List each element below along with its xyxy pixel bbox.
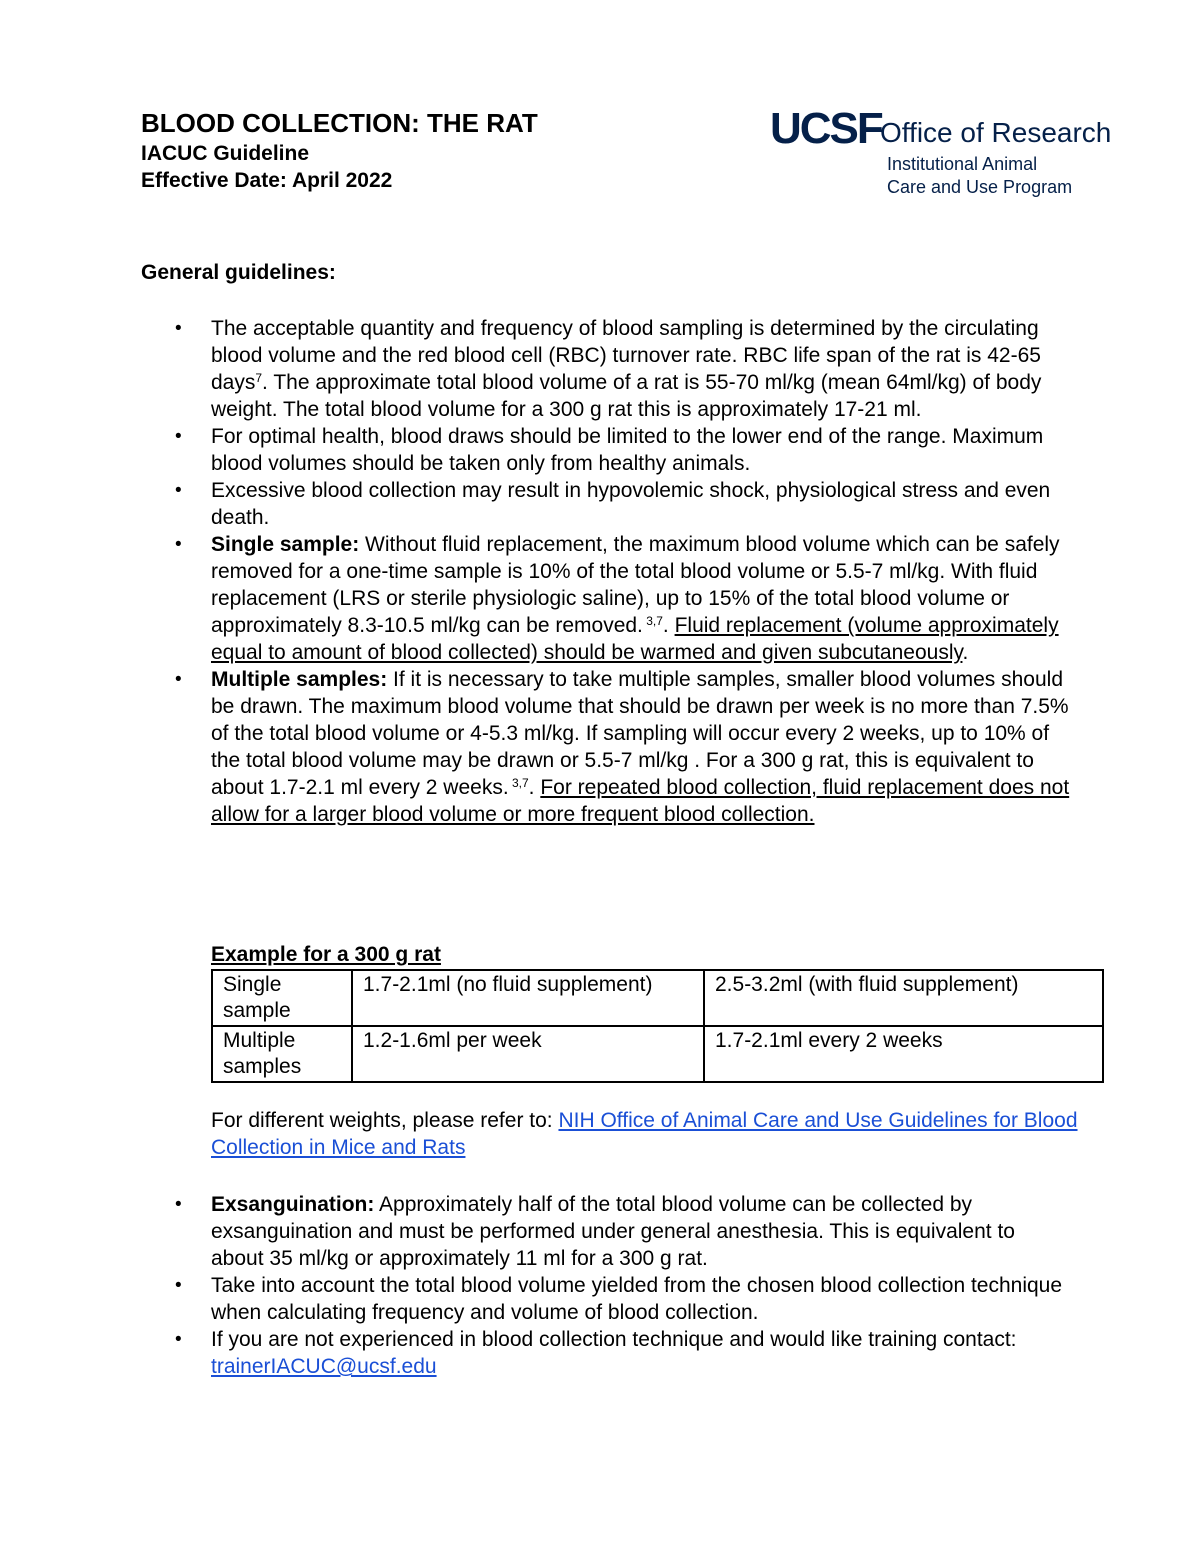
- bullet-icon: •: [175, 1275, 182, 1296]
- list-item-text: Excessive blood collection may result in hypovolemic shock, physiological stress and even death.: [211, 479, 1051, 529]
- single-sample-label: Single sample:: [211, 533, 360, 556]
- table-cell: 1.7-2.1ml every 2 weeks: [704, 1026, 1103, 1082]
- list-item-text: For optimal health, blood draws should be limited to the lower end of the range. Maximum blood volumes should be taken only from healthy animals.: [211, 425, 1044, 475]
- ucsf-logo-mark: UCSF: [770, 104, 882, 153]
- list-item: [0, 666, 1071, 828]
- reference-paragraph: [211, 1107, 1091, 1161]
- fluid-replacement-note: Fluid replacement (volume approximately equal to amount of blood collected) should be warmed and given subcutaneously: [211, 614, 1059, 664]
- list-item: [0, 531, 1071, 666]
- bullet-icon: •: [175, 669, 182, 690]
- nih-guidelines-link[interactable]: NIH Office of Animal Care and Use Guidelines for Blood Collection in Mice and Rats: [211, 1109, 1078, 1159]
- table-cell: 2.5-3.2ml (with fluid supplement): [704, 970, 1103, 1026]
- list-item-text: The acceptable quantity and frequency of blood sampling is determined by the circulating blood volume and the red blood cell (RBC) turnover rate. RBC life span of the rat is 42-65 days: [211, 317, 1041, 394]
- general-guidelines-heading: General guidelines:: [141, 261, 336, 284]
- bullet-icon: •: [175, 1329, 182, 1350]
- logo-program-line-1: Institutional Animal: [887, 154, 1038, 174]
- list-item: [0, 1191, 1071, 1272]
- citation-superscript: 7: [255, 371, 263, 385]
- example-heading: [211, 941, 441, 968]
- list-item-text: If you are not experienced in blood collection technique and would like training contact:: [211, 1328, 1017, 1351]
- list-item-text: Without fluid replacement, the maximum blood volume which can be safely removed for a one-time sample is 10% of the total blood volume or 5.5-7 ml/kg. With fluid replacement (LRS or sterile physiologic saline), up to 15% of the total blood volume or approximately 8.3-10.5 ml/kg can be removed.: [211, 533, 1060, 637]
- logo-office-name: Office of Research: [880, 117, 1112, 148]
- table-cell: 1.2-1.6ml per week: [352, 1026, 704, 1082]
- list-item-text: .: [962, 641, 969, 664]
- effective-date: Effective Date: April 2022: [141, 169, 393, 192]
- multiple-samples-label: Multiple samples:: [211, 668, 388, 691]
- list-item-text: Approximately half of the total blood volume can be collected by exsanguination and must be performed under general anesthesia. This is equivalent to about 35 ml/kg or approximately 11 ml for a 300 g rat.: [211, 1193, 1015, 1270]
- table-cell: Single sample: [212, 970, 352, 1026]
- bullet-icon: •: [175, 426, 182, 447]
- citation-superscript: 3,7: [508, 776, 529, 790]
- list-item-text: .: [528, 776, 541, 799]
- guideline-label: IACUC Guideline: [141, 142, 310, 165]
- repeated-collection-note: For repeated blood collection, fluid replacement does not allow for a larger blood volume or more frequent blood collection.: [211, 776, 1070, 826]
- exsanguination-label: Exsanguination:: [211, 1193, 375, 1216]
- list-item-text: If it is necessary to take multiple samples, smaller blood volumes should be drawn. The maximum blood volume that should be drawn per week is no more than 7.5% of the total blood volume or 4-5.3 ml/kg. If sampling will occur every 2 weeks, up to 10% of the total blood volume may be drawn or 5.5-7 ml/kg . For a 300 g rat, this is equivalent to about 1.7-2.1 ml every 2 weeks.: [211, 668, 1069, 799]
- citation-superscript: 3,7: [642, 614, 663, 628]
- reference-text: For different weights, please refer to:: [211, 1109, 559, 1132]
- bullet-icon: •: [175, 534, 182, 555]
- table-cell: Multiple samples: [212, 1026, 352, 1082]
- document-header: [141, 106, 538, 194]
- list-item: [0, 1326, 1071, 1380]
- bullet-icon: •: [175, 318, 182, 339]
- list-item: [0, 1272, 1071, 1326]
- example-title: Example for a 300 g rat: [211, 943, 441, 966]
- bullet-icon: •: [175, 1194, 182, 1215]
- list-item: [0, 423, 1071, 477]
- guidelines-list: [0, 315, 1200, 828]
- table-cell: 1.7-2.1ml (no fluid supplement): [352, 970, 704, 1026]
- list-item-text: Take into account the total blood volume yielded from the chosen blood collection technique when calculating frequency and volume of blood collection.: [211, 1274, 1063, 1324]
- list-item: [0, 315, 1071, 423]
- list-item: [0, 477, 1071, 531]
- logo-program-line-2: Care and Use Program: [887, 177, 1073, 197]
- list-item-text: .: [662, 614, 675, 637]
- list-item-text: . The approximate total blood volume of a rat is 55-70 ml/kg (mean 64ml/kg) of body weight. The total blood volume for a 300 g rat this is approximately 17-21 ml.: [211, 371, 1042, 421]
- additional-guidelines-list: [0, 1191, 1200, 1380]
- table-row: [212, 970, 1103, 1026]
- ucsf-logo: [770, 104, 1130, 204]
- trainer-email-link[interactable]: trainerIACUC@ucsf.edu: [211, 1355, 437, 1378]
- bullet-icon: •: [175, 480, 182, 501]
- example-table: [211, 969, 1104, 1083]
- table-row: [212, 1026, 1103, 1082]
- page-title: BLOOD COLLECTION: THE RAT: [141, 108, 538, 138]
